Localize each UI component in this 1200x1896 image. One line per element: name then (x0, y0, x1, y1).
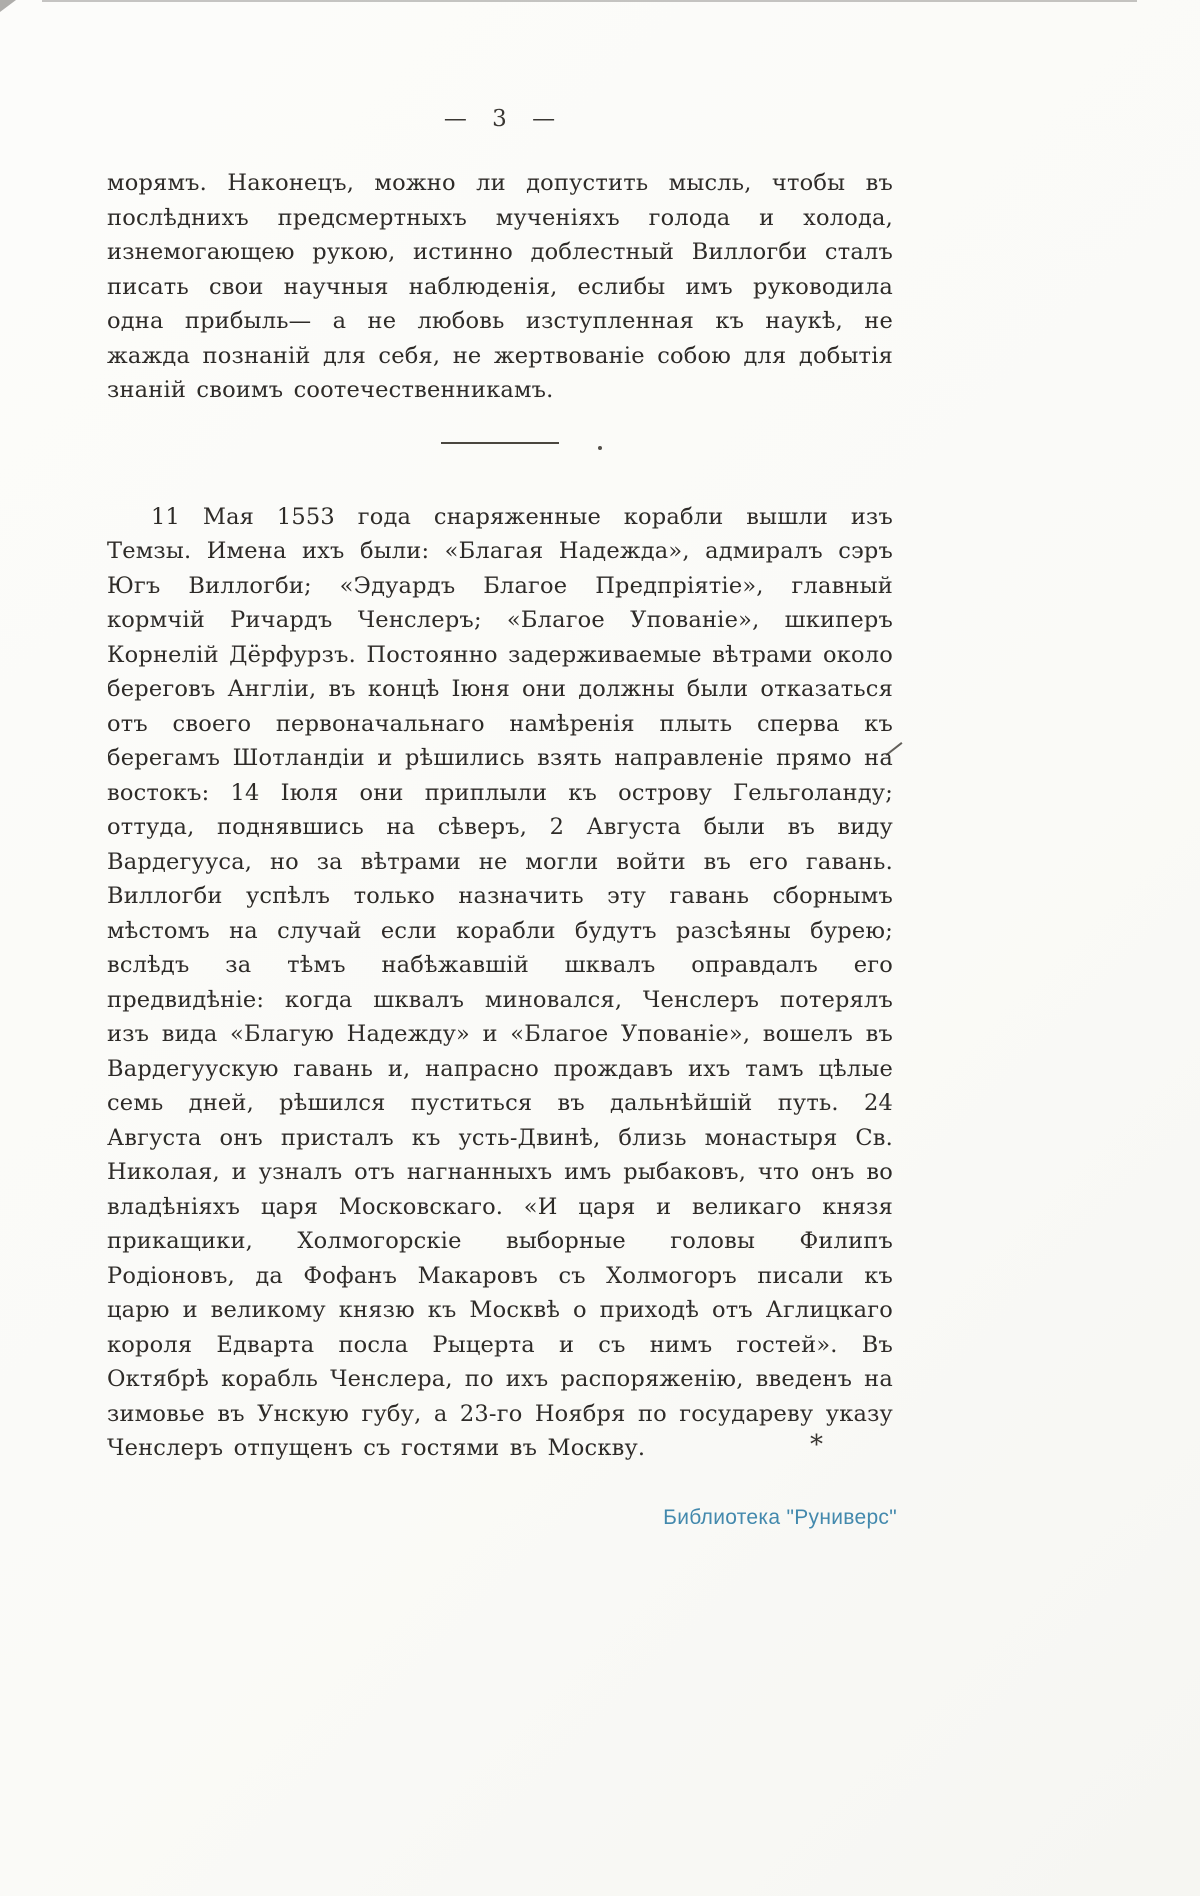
section-divider (107, 442, 893, 456)
divider-rule (441, 442, 559, 444)
scan-edge-artifact (42, 0, 1137, 2)
paragraph-1: морямъ. Наконецъ, можно ли допустить мысль, чтобы въ послѣднихъ предсмертныхъ мученіяхъ голода и холода, изнемогающею рукою, истинно доблестный Виллогби сталъ писать свои научныя наблюденія, еслибы имъ руководила одна прибыль— а не любовь изступленная къ наукѣ, не жажда познаній для себя, не жертвованіе собою для добытія знаній своимъ соотечественникамъ. (107, 170, 893, 403)
paragraph-2: 11 Мая 1553 года снаряженные корабли вышли изъ Темзы. Имена ихъ были: «Благая Надежда», адмиралъ сэръ Югъ Виллогби; «Эдуардъ Благое Предпріятіе», главный кормчій Ричардъ Ченслеръ; «Благое Упованіе», шкиперъ Корнелій Дёрфурзъ. Постоянно задерживаемые вѣтрами около береговъ Англіи, въ концѣ Іюня они должны были отказаться отъ своего первоначальнаго намѣренія плыть сперва къ берегамъ Шотландіи и рѣшились взять направленіе прямо на востокъ: 14 Іюля они приплыли къ острову Гельголанду; оттуда, поднявшись на сѣверъ, 2 Августа были въ виду Вардегууса, но за вѣтрами не могли войти въ его гавань. Виллогби успѣлъ только назначить эту гавань сборнымъ мѣстомъ на случай если корабли будутъ разсѣяны бурею; вслѣдъ за тѣмъ набѣжавшій шквалъ оправдалъ его предвидѣніе: когда шквалъ миновался, Ченслеръ потерялъ изъ вида «Благую Надежду» и «Благое Упованіе», вошелъ въ Вардегуускую гавань и, напрасно прождавъ ихъ тамъ цѣлые семь дней, рѣшился пуститься въ дальнѣйшій путь. 24 Августа онъ присталъ къ усть-Двинѣ, близь монастыря Св. Николая, и узналъ отъ нагнанныхъ имъ рыбаковъ, что онъ во владѣніяхъ царя Московскаго. «И царя и великаго князя прикащики, Холмогорскіе выборные головы Филипъ Родіоновъ, да Фофанъ Макаровъ съ Холмогоръ писали къ царю и великому князю къ Москвѣ о приходѣ отъ Аглицкаго короля Едварта посла Рыцерта и съ нимъ гостей». Въ Октябрѣ корабль Ченслера, по ихъ распоряженію, введенъ на зимовье въ Унскую губу, а 23-го Ноября по государеву указу Ченслеръ отпущенъ съ гостями въ Москву. (107, 503, 893, 1461)
ink-dot (598, 446, 602, 450)
page-number: — 3 — (443, 106, 557, 132)
footnote-asterisk: * (810, 1430, 823, 1460)
library-watermark: Библиотека "Руниверс" (663, 1506, 897, 1529)
scan-corner-artifact (0, 0, 16, 12)
text-column (107, 166, 893, 1466)
